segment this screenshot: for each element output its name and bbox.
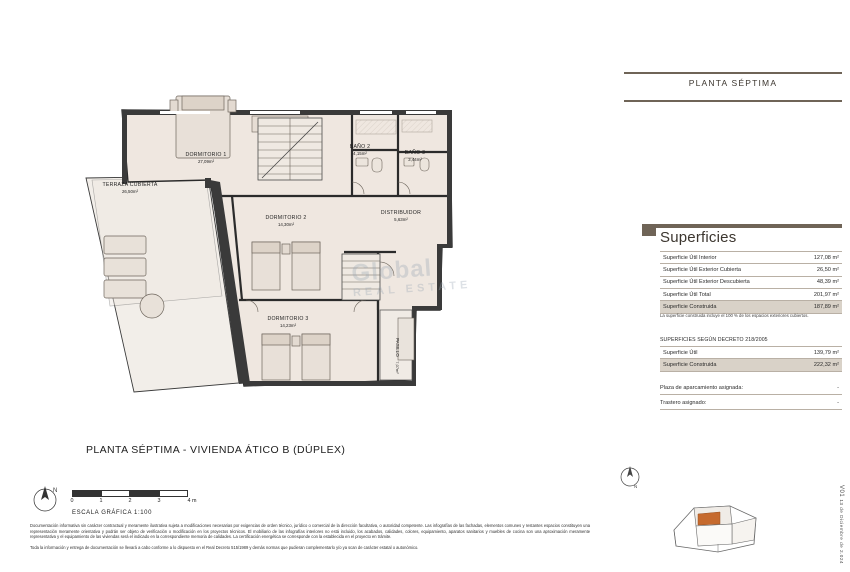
header-rule-top [624, 72, 842, 74]
watermark-sub: REAL ESTATE [352, 278, 472, 300]
bedroom1-furniture [170, 96, 236, 158]
surface-label: Superficie Útil Exterior Descubierta [660, 276, 796, 288]
legal-paragraph-1: Documentación informativa sin carácter contractual y meramente ilustrativa sujeta a modificaciones necesarias por exigencias de orden técnico, jurídico o comercial de la dirección facultativa, o autoridad competente. Las infografías de las fachadas, elementos comunes y restantes espacios constituyen una representación meramente orientativa y podrán ser objeto de verificación o modificación en los proyectos técnicos. El mobiliario de las infografías interiores no está incluido, los acabados, calidades, colores, equipamiento, aparatos sanitarios y muebles de cocina son una aproximación meramente representativa y el equipamiento de las viviendas será el indicado en la correspondiente memoria de calidades. La certificación energética se corresponde con la establecida en el proyecto en trámite. [30, 523, 590, 540]
staircase [258, 118, 322, 180]
version-label: V01 [838, 485, 844, 498]
storage-label: Trastero asignado: [660, 400, 707, 406]
surface-label: Superficie Útil Total [660, 288, 796, 300]
table-row-highlight [660, 359, 842, 371]
surfaces-note: La superficie construida incluye el 100 % de los espacios exteriores cubiertos. [660, 313, 809, 318]
scale-caption: ESCALA GRÁFICA 1:100 [72, 510, 153, 516]
room-label-bano-2: BAÑO 2 4,15m² [349, 144, 371, 156]
scale-tick-4: 4 m [187, 498, 197, 504]
header-rule-bottom [624, 100, 842, 102]
panel-header-title: PLANTA SÉPTIMA [688, 78, 778, 88]
graphic-scale [72, 490, 202, 516]
table-row [660, 252, 842, 264]
north-arrow [28, 480, 62, 520]
storage-value: - [837, 400, 839, 406]
scale-tick-3: 3 [157, 498, 161, 504]
scale-tick-2: 2 [128, 498, 132, 504]
room-label-pasillo: PASILLO 7,07m² [395, 338, 401, 374]
info-panel [616, 0, 850, 572]
surface-label: Superficie Útil Interior [660, 252, 796, 264]
decree-section-title: SUPERFICIES SEGÚN DECRETO 218/2005 [660, 337, 768, 343]
surfaces-table [660, 251, 842, 314]
room-label-dormitorio-1: DORMITORIO 1 27,09m² [185, 152, 227, 164]
staircase-lower [342, 254, 380, 300]
svg-text:N: N [634, 484, 638, 489]
room-label-bano-3: BAÑO 3 3,44m² [404, 150, 426, 162]
parking-value: - [837, 385, 839, 391]
surfaces-rule [642, 224, 842, 228]
parking-row [660, 385, 842, 395]
room-label-distribuidor: DISTRIBUIDOR 5,63m² [380, 210, 422, 222]
surface-value: 26,50 m² [796, 264, 842, 276]
room-label-dormitorio-3: DORMITORIO 3 14,23m² [267, 316, 309, 328]
svg-text:N: N [53, 488, 58, 494]
surface-value: 48,39 m² [796, 276, 842, 288]
surface-label: Superficie Útil [660, 347, 779, 359]
surfaces-title: Superficies [660, 229, 737, 246]
table-row [660, 288, 842, 300]
storage-row [660, 400, 842, 410]
surface-value: 127,08 m² [796, 252, 842, 264]
table-row [660, 264, 842, 276]
decree-table [660, 346, 842, 372]
room-label-terraza-cubierta: TERRAZA CUBIERTA 26,50m² [102, 182, 158, 194]
surface-label: Superficie Útil Exterior Cubierta [660, 264, 796, 276]
plan-title: PLANTA SÉPTIMA - VIVIENDA ÁTICO B (DÚPLEX) [86, 444, 346, 456]
surfaces-rule-tick [642, 224, 656, 236]
surface-value: 187,89 m² [796, 301, 842, 313]
surface-label: Superficie Construida [660, 359, 779, 371]
room-label-dormitorio-2: DORMITORIO 2 14,30m² [265, 215, 307, 227]
table-row [660, 276, 842, 288]
scale-ticks [72, 498, 202, 507]
table-row-highlight [660, 301, 842, 313]
watermark-main: Global [350, 254, 434, 288]
surface-value: 139,79 m² [779, 347, 842, 359]
scale-tick-1: 1 [99, 498, 103, 504]
parking-label: Plaza de aparcamiento asignada: [660, 385, 744, 391]
version-date: 13 de Diciembre de 2.024 [839, 499, 844, 564]
table-row [660, 347, 842, 359]
scale-bar [72, 490, 188, 497]
scale-tick-0: 0 [70, 498, 74, 504]
building-massing-thumbnail [668, 500, 768, 556]
surface-value: 222,32 m² [779, 359, 842, 371]
surface-label: Superficie Construida [660, 301, 796, 313]
legal-paragraph-2: Toda la información y entrega de documentación se llevará a cabo conforme a lo dispuesto en el Real Decreto 515/1989 y demás normas que pudieran complementarlo y/o ya scan de carácter estatal o autonómico. [30, 544, 419, 550]
legal-disclaimer [30, 523, 590, 551]
version-code [838, 485, 844, 564]
surface-value: 201,97 m² [796, 288, 842, 300]
